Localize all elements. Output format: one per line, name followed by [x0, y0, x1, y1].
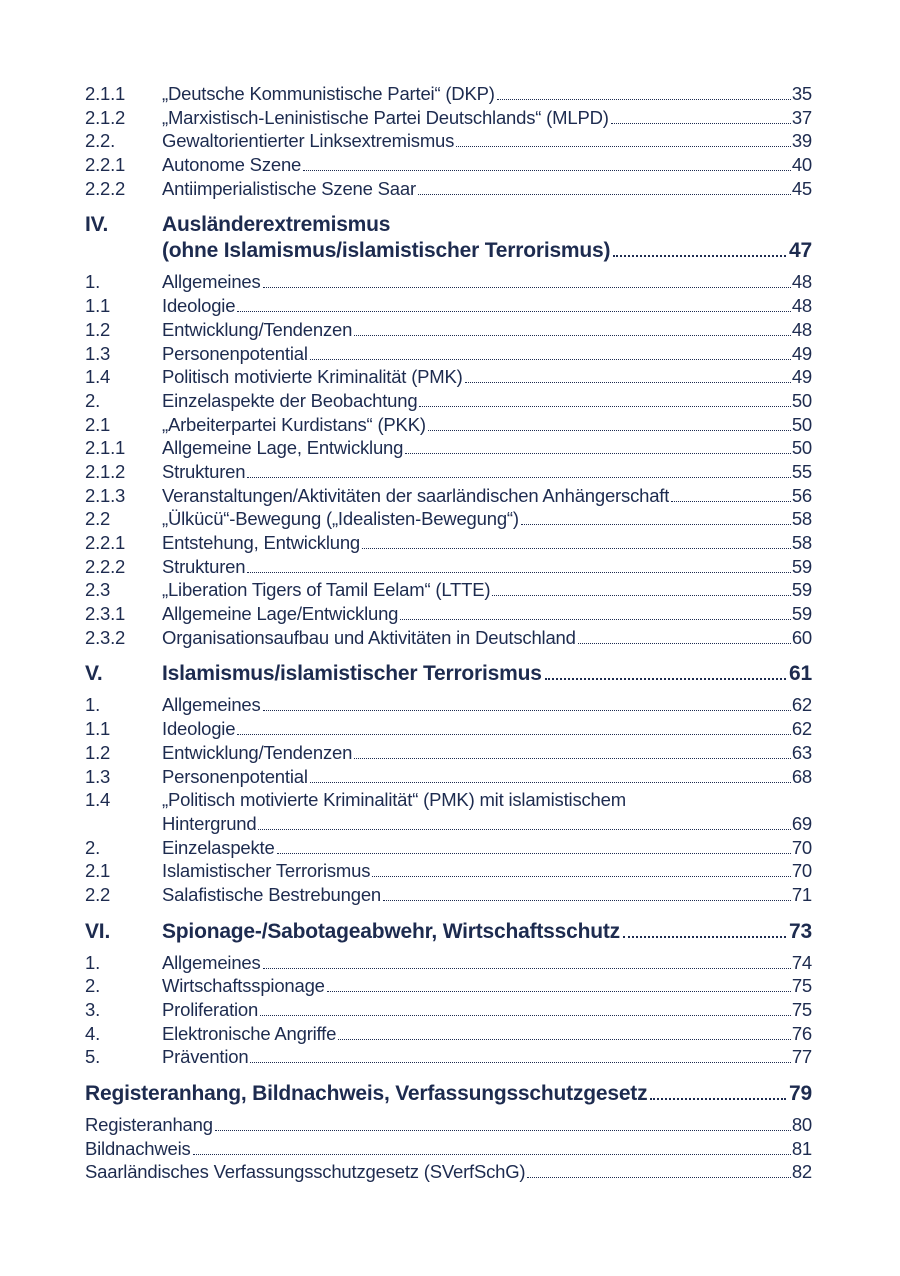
toc-entry[interactable] — [85, 765, 812, 789]
toc-number: 1.2 — [85, 318, 111, 340]
toc-entry[interactable] — [85, 626, 812, 650]
toc-entry[interactable] — [85, 177, 812, 201]
toc-leader-dots — [310, 359, 791, 360]
toc-leader-dots — [354, 758, 791, 759]
toc-page-number: 35 — [791, 83, 812, 104]
toc-leader-dots — [419, 406, 790, 407]
toc-number: 2.1.1 — [85, 83, 126, 104]
toc-entry[interactable] — [85, 460, 812, 484]
toc-entry[interactable] — [85, 1137, 812, 1161]
toc-page-number: 71 — [791, 883, 812, 905]
toc-title: „Liberation Tigers of Tamil Eelam“ (LTTE) — [162, 579, 491, 601]
toc-entry[interactable] — [85, 270, 812, 294]
toc-page-number: 39 — [791, 130, 812, 152]
toc-leader-dots — [405, 453, 791, 454]
toc-number: 1.4 — [85, 366, 111, 388]
toc-title: Strukturen — [162, 460, 246, 482]
toc-leader-dots — [338, 1039, 791, 1040]
toc-entry[interactable] — [85, 436, 812, 460]
toc-entry[interactable] — [85, 1022, 812, 1046]
toc-number: 2.3 — [85, 579, 111, 601]
toc-entry[interactable] — [85, 883, 812, 907]
toc-leader-dots — [400, 619, 791, 620]
toc-title: Allgemeines — [162, 951, 261, 973]
toc-number: 2.2.2 — [85, 555, 126, 577]
toc-entry[interactable] — [85, 998, 812, 1022]
toc-title: Entwicklung/Tendenzen — [162, 741, 353, 763]
toc-entry[interactable] — [85, 555, 812, 579]
toc-page-number: 80 — [791, 1114, 812, 1136]
toc-title: Prävention — [162, 1046, 249, 1068]
toc-title: Ideologie — [162, 718, 236, 740]
toc-title: „Marxistisch-Leninistische Partei Deutschlands“ (MLPD) — [162, 106, 609, 128]
toc-leader-dots — [237, 311, 791, 312]
toc-number: IV. — [85, 213, 109, 237]
toc-entry[interactable] — [85, 106, 812, 130]
toc-number: 1.4 — [85, 789, 111, 811]
toc-entry[interactable] — [85, 365, 812, 389]
toc-number: 2. — [85, 389, 101, 411]
toc-title: Gewaltorientierter Linksextremismus — [162, 130, 455, 152]
toc-section-heading[interactable] — [85, 919, 812, 945]
toc-number: 2.1 — [85, 860, 111, 882]
toc-title: Allgemeine Lage/Entwicklung — [162, 603, 399, 625]
toc-number: 2.2. — [85, 130, 116, 152]
toc-entry[interactable] — [85, 129, 812, 153]
toc-page-number: 49 — [791, 342, 812, 364]
toc-leader-dots — [497, 99, 791, 100]
toc-leader-dots — [354, 335, 791, 336]
toc-title: Autonome Szene — [162, 154, 302, 176]
toc-page-number: 40 — [791, 154, 812, 176]
toc-title: Veranstaltungen/Aktivitäten der saarländischen Anhängerschaft — [162, 484, 670, 506]
toc-number: 1. — [85, 694, 101, 716]
toc-entry[interactable] — [85, 741, 812, 765]
toc-page-number: 55 — [791, 460, 812, 482]
toc-title: Proliferation — [162, 999, 259, 1020]
toc-number: 1.1 — [85, 718, 111, 740]
toc-number: 2.2.1 — [85, 532, 126, 553]
toc-title: Ausländerextremismus — [162, 213, 391, 237]
toc-page-number: 59 — [791, 579, 812, 601]
toc-page-number: 56 — [791, 484, 812, 506]
toc-page-number: 62 — [791, 694, 812, 716]
toc-page-number: 37 — [791, 106, 812, 128]
toc-number: 2.1.1 — [85, 437, 126, 459]
toc-leader-dots — [383, 900, 791, 901]
toc-title: Saarländisches Verfassungsschutzgesetz (SVerfSchG) — [85, 1161, 526, 1183]
toc-number: 2.2.2 — [85, 177, 126, 199]
toc-entry[interactable] — [85, 82, 812, 106]
toc-entry[interactable] — [85, 859, 812, 883]
toc-page-number: 50 — [791, 389, 812, 411]
toc-number: 2.1.2 — [85, 460, 126, 482]
toc-leader-dots — [428, 430, 791, 431]
toc-title: Einzelaspekte der Beobachtung — [162, 389, 418, 411]
toc-page-number: 48 — [791, 318, 812, 340]
toc-entry[interactable] — [85, 974, 812, 998]
toc-leader-dots — [215, 1130, 791, 1131]
toc-leader-dots — [260, 1015, 791, 1016]
toc-page-number: 61 — [789, 662, 812, 686]
toc-entry[interactable] — [85, 389, 812, 413]
toc-page-number: 58 — [791, 532, 812, 553]
toc-number: 1.2 — [85, 741, 111, 763]
toc-number: VI. — [85, 919, 111, 943]
toc-leader-dots — [671, 501, 791, 502]
toc-title: Bildnachweis — [85, 1137, 191, 1159]
toc-title: Ideologie — [162, 295, 236, 317]
toc-entry[interactable] — [85, 318, 812, 342]
toc-number: 2.1.3 — [85, 484, 126, 506]
toc-page-number: 70 — [791, 860, 812, 882]
toc-number: 1.3 — [85, 765, 111, 787]
toc-title: Hintergrund — [162, 812, 257, 834]
toc-leader-dots — [250, 1062, 790, 1063]
toc-page-number: 81 — [791, 1137, 812, 1159]
toc-leader-dots — [372, 876, 791, 877]
toc-number: 1. — [85, 951, 101, 973]
toc-title: Einzelaspekte — [162, 836, 275, 858]
toc-page-number: 62 — [791, 718, 812, 740]
toc-page-number: 75 — [791, 975, 812, 997]
toc-title: Allgemeine Lage, Entwicklung — [162, 437, 404, 459]
toc-page-number: 77 — [791, 1046, 812, 1068]
toc-page-number: 59 — [791, 603, 812, 625]
toc-entry[interactable] — [85, 413, 812, 437]
toc-page-number: 60 — [791, 626, 812, 648]
toc-leader-dots — [545, 678, 786, 680]
toc-entry[interactable] — [85, 951, 812, 975]
toc-title: Elektronische Angriffe — [162, 1022, 337, 1044]
toc-leader-dots — [527, 1177, 790, 1178]
toc-entry[interactable] — [85, 294, 812, 318]
toc-title: „Ülkücü“-Bewegung („Idealisten-Bewegung“) — [162, 508, 519, 530]
toc-number: 2. — [85, 975, 101, 997]
toc-number: 2.3.1 — [85, 603, 126, 625]
toc-entry[interactable] — [85, 484, 812, 508]
toc-leader-dots — [247, 572, 790, 573]
toc-section-heading[interactable] — [85, 238, 812, 264]
toc-title: Islamistischer Terrorismus — [162, 860, 371, 882]
toc-page-number: 68 — [791, 765, 812, 787]
toc-page-number: 58 — [791, 508, 812, 530]
toc-leader-dots — [263, 710, 791, 711]
toc-leader-dots — [237, 734, 791, 735]
toc-title: Allgemeines — [162, 271, 261, 293]
toc-leader-dots — [465, 382, 791, 383]
toc-entry[interactable] — [85, 836, 812, 860]
toc-title: Organisationsaufbau und Aktivitäten in Deutschland — [162, 626, 576, 648]
toc-number: 2.2 — [85, 508, 111, 530]
toc-page-number: 59 — [791, 555, 812, 577]
toc-title: „Deutsche Kommunistische Partei“ (DKP) — [162, 83, 495, 104]
toc-title: Salafistische Bestrebungen — [162, 883, 381, 905]
toc-page-number: 73 — [789, 919, 812, 943]
toc-leader-dots — [613, 255, 786, 257]
toc-leader-dots — [247, 477, 790, 478]
toc-entry[interactable] — [85, 717, 812, 741]
toc-title: Entwicklung/Tendenzen — [162, 318, 353, 340]
toc-page-number: 79 — [789, 1082, 812, 1106]
toc-page-number: 70 — [791, 836, 812, 858]
toc-page-number: 82 — [791, 1161, 812, 1183]
toc-entry[interactable] — [85, 578, 812, 602]
toc-page-number: 50 — [791, 437, 812, 459]
toc-section-heading[interactable] — [85, 212, 812, 238]
toc-title: Registeranhang — [85, 1114, 213, 1136]
toc-number: 2.1 — [85, 413, 111, 435]
toc-leader-dots — [362, 548, 791, 549]
toc-number: 5. — [85, 1046, 101, 1068]
toc-title: Politisch motivierte Kriminalität (PMK) — [162, 366, 463, 388]
toc-leader-dots — [578, 643, 791, 644]
toc-leader-dots — [521, 524, 791, 525]
toc-leader-dots — [310, 782, 791, 783]
toc-page-number: 69 — [791, 812, 812, 834]
toc-number: 2.2 — [85, 883, 111, 905]
toc-page-number: 50 — [791, 413, 812, 435]
toc-page-number: 48 — [791, 295, 812, 317]
toc-leader-dots — [650, 1098, 786, 1100]
toc-leader-dots — [418, 194, 791, 195]
toc-entry[interactable] — [85, 1045, 812, 1069]
toc-number: 3. — [85, 999, 101, 1020]
toc-title: Islamismus/islamistischer Terrorismus — [162, 662, 542, 686]
toc-number: 1. — [85, 271, 101, 293]
toc-title: (ohne Islamismus/islamistischer Terrorismus) — [162, 239, 611, 263]
toc-page-number: 47 — [789, 239, 812, 263]
toc-number: V. — [85, 662, 103, 686]
toc-leader-dots — [327, 991, 791, 992]
toc-title: Wirtschaftsspionage — [162, 975, 325, 997]
toc-number: 2. — [85, 836, 101, 858]
toc-section-heading[interactable] — [85, 661, 812, 687]
toc-number: 2.2.1 — [85, 154, 126, 176]
toc-leader-dots — [611, 123, 791, 124]
toc-entry[interactable] — [85, 153, 812, 177]
toc-entry[interactable] — [85, 788, 812, 812]
toc-page-number: 76 — [791, 1022, 812, 1044]
toc-title: Strukturen — [162, 555, 246, 577]
toc-entry[interactable] — [85, 531, 812, 555]
toc-leader-dots — [263, 968, 791, 969]
toc-number: 1.1 — [85, 295, 111, 317]
toc-leader-dots — [623, 936, 786, 938]
toc-entry[interactable] — [85, 507, 812, 531]
toc-title: Antiimperialistische Szene Saar — [162, 177, 416, 199]
toc-leader-dots — [193, 1154, 791, 1155]
toc-leader-dots — [277, 853, 791, 854]
toc-entry[interactable] — [85, 1113, 812, 1137]
toc-title: Entstehung, Entwicklung — [162, 532, 360, 553]
toc-page-number: 63 — [791, 741, 812, 763]
toc-title: Personenpotential — [162, 342, 308, 364]
toc-page-number: 75 — [791, 999, 812, 1020]
toc-leader-dots — [263, 287, 791, 288]
toc-page-number: 48 — [791, 271, 812, 293]
toc-entry[interactable] — [85, 602, 812, 626]
toc-number: 2.1.2 — [85, 106, 126, 128]
toc-title: Registeranhang, Bildnachweis, Verfassungsschutzgesetz — [85, 1082, 648, 1106]
toc-leader-dots — [456, 146, 791, 147]
toc-title: „Arbeiterpartei Kurdistans“ (PKK) — [162, 413, 426, 435]
toc-section-heading[interactable] — [85, 1081, 812, 1107]
toc-entry[interactable] — [85, 693, 812, 717]
toc-page-number: 49 — [791, 366, 812, 388]
toc-page-number: 74 — [791, 951, 812, 973]
toc-number: 1.3 — [85, 342, 111, 364]
toc-leader-dots — [258, 829, 790, 830]
toc-entry[interactable] — [85, 342, 812, 366]
toc-entry[interactable] — [85, 1160, 812, 1184]
toc-title: Spionage-/Sabotageabwehr, Wirtschaftsschutz — [162, 919, 620, 943]
toc-leader-dots — [492, 595, 790, 596]
toc-number: 2.3.2 — [85, 626, 126, 648]
toc-title: „Politisch motivierte Kriminalität“ (PMK) mit islamistischem — [162, 789, 626, 811]
toc-title: Allgemeines — [162, 694, 261, 716]
toc-page-number: 45 — [791, 177, 812, 199]
toc-entry[interactable] — [85, 812, 812, 836]
toc-number: 4. — [85, 1022, 101, 1044]
table-of-contents — [85, 82, 812, 1184]
toc-leader-dots — [303, 170, 791, 171]
toc-title: Personenpotential — [162, 765, 308, 787]
